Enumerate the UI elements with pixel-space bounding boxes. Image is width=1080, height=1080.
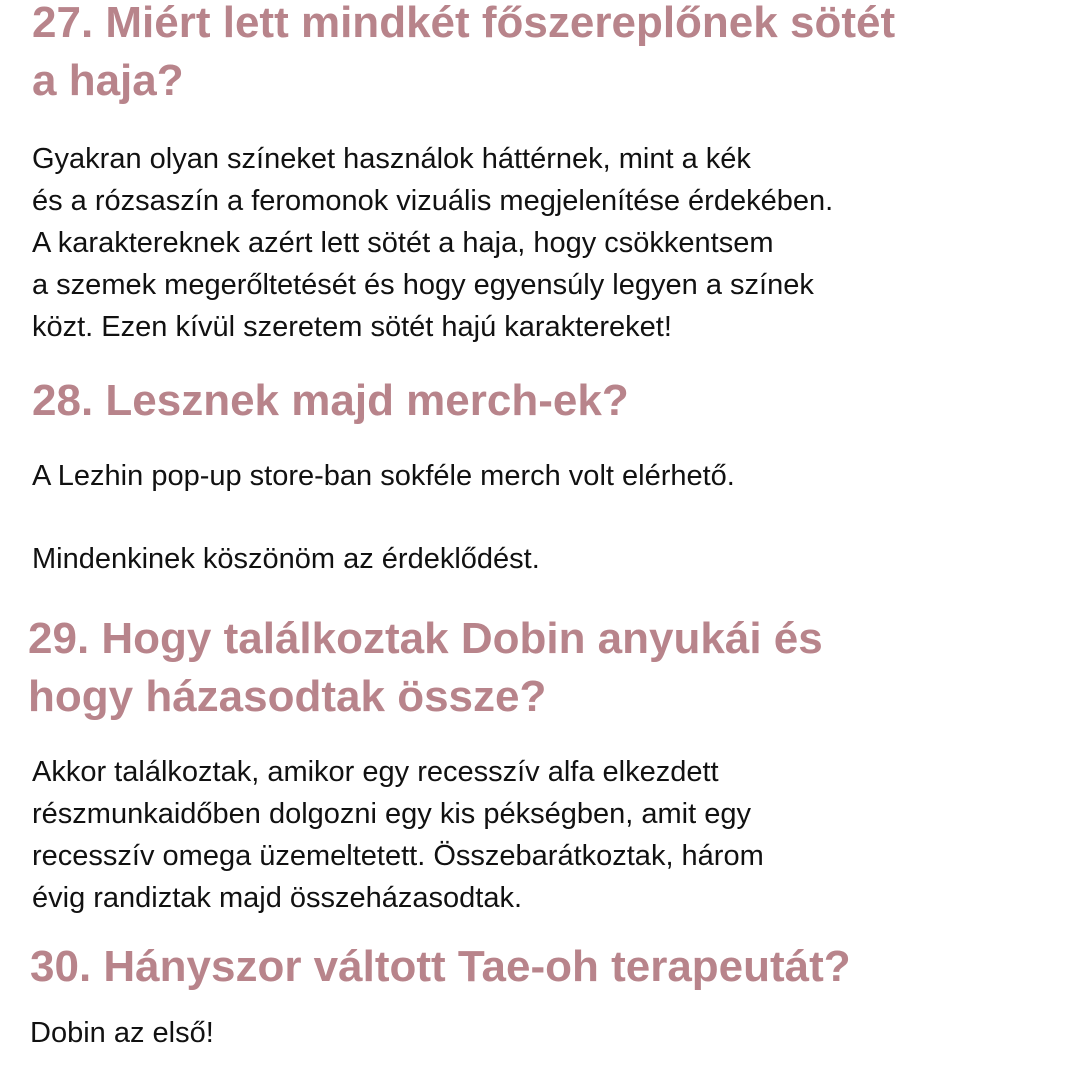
question-30 bbox=[30, 938, 851, 996]
answer-29-line-4: évig randiztak majd összeházasodtak. bbox=[32, 882, 523, 914]
answer-29-line-2: részmunkaidőben dolgozni egy kis pékségben, amit egy bbox=[32, 798, 751, 830]
question-29-line-2: hogy házasodtak össze? bbox=[28, 672, 547, 721]
question-29 bbox=[28, 610, 823, 726]
answer-28-line-1: A Lezhin pop-up store-ban sokféle merch volt elérhető. bbox=[32, 460, 735, 492]
answer-27-line-1: Gyakran olyan színeket használok háttérnek, mint a kék bbox=[32, 143, 751, 175]
question-27-line-2: a haja? bbox=[32, 56, 184, 105]
answer-27-line-4: a szemek megerőltetését és hogy egyensúly legyen a színek bbox=[32, 269, 814, 301]
question-29-line-1: 29. Hogy találkoztak Dobin anyukái és bbox=[28, 614, 823, 663]
answer-29-line-3: recesszív omega üzemeltetett. Összebarátkoztak, három bbox=[32, 840, 764, 872]
answer-30-line-1: Dobin az első! bbox=[30, 1017, 214, 1049]
answer-27-line-5: közt. Ezen kívül szeretem sötét hajú karaktereket! bbox=[32, 311, 672, 343]
question-28-line-1: 28. Lesznek majd merch-ek? bbox=[32, 376, 629, 425]
answer-28-paragraph-2 bbox=[32, 538, 540, 580]
answer-28-line-2: Mindenkinek köszönöm az érdeklődést. bbox=[32, 543, 540, 575]
question-30-line-1: 30. Hányszor váltott Tae-oh terapeutát? bbox=[30, 942, 851, 991]
question-28 bbox=[32, 372, 629, 430]
question-27-line-1: 27. Miért lett mindkét főszereplőnek sötét bbox=[32, 0, 896, 47]
question-27 bbox=[32, 0, 895, 110]
answer-27-line-3: A karaktereknek azért lett sötét a haja, hogy csökkentsem bbox=[32, 227, 774, 259]
answer-28-paragraph-1 bbox=[32, 455, 735, 497]
answer-29 bbox=[32, 751, 764, 919]
answer-27-line-2: és a rózsaszín a feromonok vizuális megjelenítése érdekében. bbox=[32, 185, 834, 217]
answer-27 bbox=[32, 138, 833, 348]
answer-29-line-1: Akkor találkoztak, amikor egy recesszív alfa elkezdett bbox=[32, 756, 719, 788]
answer-30 bbox=[30, 1012, 214, 1054]
